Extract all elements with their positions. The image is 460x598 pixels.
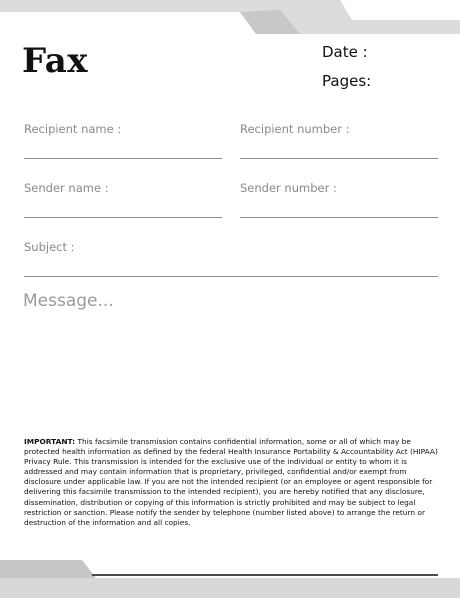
sender-name-label: Sender name : bbox=[24, 181, 109, 195]
notice-lead: IMPORTANT: bbox=[24, 437, 76, 446]
recipient-number-label: Recipient number : bbox=[240, 122, 350, 136]
recipient-name-field[interactable] bbox=[24, 158, 222, 159]
recipient-name-label: Recipient name : bbox=[24, 122, 122, 136]
bottom-band-mid bbox=[0, 560, 96, 578]
subject-field[interactable] bbox=[24, 276, 438, 277]
page-title: Fax bbox=[22, 41, 89, 81]
subject-label: Subject : bbox=[24, 240, 75, 254]
message-label: Message... bbox=[23, 291, 114, 311]
sender-name-field[interactable] bbox=[24, 217, 222, 218]
top-band-light bbox=[0, 0, 460, 34]
pages-label: Pages: bbox=[322, 72, 372, 90]
notice-body: This facsimile transmission contains confidential information, some or all of which may be protected health information as defined by the federal Health Insurance Portability & Accountability Act (HIPAA) Privacy Rule. This transmission is intended for the exclusive use of the individual or entity to whom it is addressed and may contain information that is proprietary, privileged, confidential and/or exempt from disclosure under applicable law. If you are not the intended recipient (or an employee or agent responsible for delivering this facsimile transmission to the intended recipient), you are hereby notified that any disclosure, dissemination, distribution or copying of this information is strictly prohibited and may be subject to legal restriction or sanction. Please notify the sender by telephone (number listed above) to arrange the return or destruction of the information and all copies. bbox=[24, 437, 438, 527]
sender-number-field[interactable] bbox=[240, 217, 438, 218]
date-label: Date : bbox=[322, 43, 368, 61]
recipient-number-field[interactable] bbox=[240, 158, 438, 159]
sender-number-label: Sender number : bbox=[240, 181, 337, 195]
confidentiality-notice bbox=[24, 437, 438, 528]
